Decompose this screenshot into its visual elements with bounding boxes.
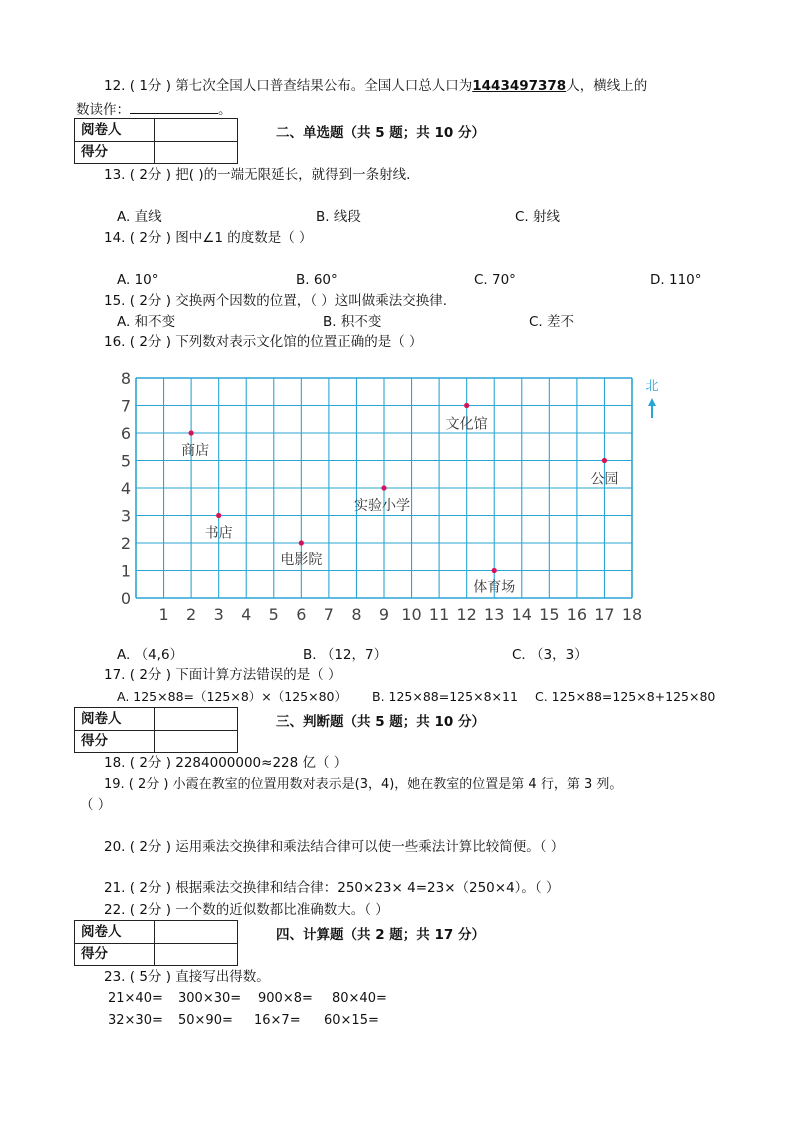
north-label: 北 (645, 379, 659, 394)
q12-prefix: 12. ( 1分 ) 第七次全国人口普查结果公布。全国人口总人口为 (104, 78, 473, 94)
section-2-title: 二、单选题（共 5 题；共 10 分） (276, 125, 485, 141)
q20: 20. ( 2分 ) 运用乘法交换律和乘法结合律可以使一些乘法计算比较简便。（ ） (104, 839, 565, 855)
q16-option-a[interactable]: A. （4,6） (117, 647, 184, 663)
q17-option-a[interactable]: A. 125×88=（125×8）×（125×80） (117, 689, 347, 704)
x-tick-label: 18 (621, 605, 643, 624)
q22: 22. ( 2分 ) 一个数的近似数都比准确数大。（ ） (104, 902, 389, 918)
point-marker (189, 430, 194, 435)
x-tick-label: 11 (428, 605, 450, 624)
y-tick-label: 7 (120, 396, 132, 416)
point-marker (602, 458, 607, 463)
q16-option-b[interactable]: B. （12，7） (303, 647, 388, 663)
y-tick-label: 5 (120, 451, 132, 471)
q14-option-d[interactable]: D. 110° (650, 272, 702, 288)
q13-option-a[interactable]: A. 直线 (117, 209, 162, 225)
x-tick-label: 2 (186, 605, 197, 624)
x-tick-label: 8 (351, 605, 362, 624)
point-marker (216, 513, 221, 518)
point-marker (464, 403, 469, 408)
x-tick-label: 14 (511, 605, 532, 624)
score-box-1 (74, 118, 238, 164)
q23-stem: 23. ( 5分 ) 直接写出得数。 (104, 969, 270, 985)
score-label: 得分 (75, 943, 155, 965)
q15-option-a[interactable]: A. 和不变 (117, 314, 176, 330)
q19-line1: 19. ( 2分 ) 小霞在教室的位置用数对表示是(3，4)，她在教室的位置是第 4 行，第 3 列。 (104, 777, 623, 792)
x-tick-label: 12 (456, 605, 477, 624)
y-tick-label: 8 (120, 369, 132, 388)
q12-answer-blank[interactable] (130, 99, 218, 114)
point-marker (299, 540, 304, 545)
x-tick-label: 16 (566, 605, 588, 624)
q15-stem: 15. ( 2分 ) 交换两个因数的位置，（ ）这叫做乘法交换律. (104, 293, 448, 309)
q18: 18. ( 2分 ) 2284000000≈228 亿（ ） (104, 755, 348, 771)
q23-row1-item3: 900×8= (258, 991, 313, 1006)
q13-option-c[interactable]: C. 射线 (515, 209, 561, 225)
q23-row2-item1: 32×30= (108, 1013, 163, 1028)
point-label: 书店 (204, 525, 233, 542)
score-label: 得分 (75, 730, 155, 752)
q17-stem: 17. ( 2分 ) 下面计算方法错误的是（ ） (104, 667, 342, 683)
q23-row2-item3: 16×7= (254, 1013, 301, 1028)
x-tick-label: 17 (594, 605, 615, 624)
q17-option-c[interactable]: C. 125×88=125×8+125×80 (535, 689, 716, 704)
point-label: 实验小学 (354, 498, 410, 514)
scorer-label: 阅卷人 (75, 708, 155, 730)
section-4-title: 四、计算题（共 2 题；共 17 分） (276, 927, 485, 943)
q12-line2a: 数读作： (76, 102, 130, 118)
q23-row1-item1: 21×40= (108, 991, 163, 1006)
y-tick-label: 6 (120, 424, 132, 443)
point-label: 文化馆 (445, 416, 488, 433)
point-label: 公园 (590, 471, 619, 488)
y-tick-label: 4 (120, 479, 132, 498)
q12-line1 (104, 77, 647, 95)
score-label: 得分 (75, 141, 155, 163)
q15-option-c[interactable]: C. 差不 (529, 314, 575, 330)
scorer-label: 阅卷人 (75, 921, 155, 943)
q16-stem: 16. ( 2分 ) 下列数对表示文化馆的位置正确的是（ ） (104, 334, 423, 350)
x-tick-label: 1 (158, 605, 169, 624)
scorer-label: 阅卷人 (75, 119, 155, 141)
q13-stem: 13. ( 2分 ) 把( )的一端无限延长，就得到一条射线. (104, 167, 411, 183)
x-tick-label: 10 (401, 605, 422, 624)
x-tick-label: 6 (296, 605, 307, 624)
score-box-2 (74, 707, 238, 753)
q12-line2b: 。 (218, 102, 232, 118)
q12-suffix: 人，横线上的 (566, 78, 648, 94)
x-tick-label: 9 (378, 605, 390, 624)
section-3-title: 三、判断题（共 5 题；共 10 分） (276, 714, 485, 730)
q23-row2-item4: 60×15= (324, 1013, 379, 1028)
q21: 21. ( 2分 ) 根据乘法交换律和结合律：250×23× 4=23×（250×4）。（ ） (104, 880, 560, 896)
x-tick-label: 15 (539, 605, 560, 624)
q19-line2: （ ） (80, 797, 112, 813)
x-tick-label: 13 (484, 605, 505, 624)
q16-option-c[interactable]: C. （3，3） (512, 647, 588, 663)
x-tick-label: 7 (323, 605, 334, 624)
north-arrowhead-icon (648, 398, 656, 406)
q12-number: 1443497378 (472, 78, 567, 94)
y-tick-label: 2 (120, 534, 132, 553)
q23-row1-item4: 80×40= (332, 991, 387, 1006)
point-label: 体育场 (473, 579, 516, 596)
q23-row1-item2: 300×30= (178, 991, 242, 1006)
x-tick-label: 5 (268, 605, 279, 624)
q12-line2 (76, 99, 232, 119)
coordinate-grid-chart (0, 360, 794, 630)
q14-option-b[interactable]: B. 60° (296, 272, 338, 288)
point-marker (492, 568, 497, 573)
q23-row2-item2: 50×90= (178, 1013, 233, 1028)
x-tick-label: 4 (241, 605, 252, 624)
q15-option-b[interactable]: B. 积不变 (323, 314, 382, 330)
point-marker (381, 485, 386, 490)
x-tick-label: 3 (213, 605, 224, 624)
score-box-3 (74, 920, 238, 966)
q14-option-a[interactable]: A. 10° (117, 272, 159, 288)
y-tick-label: 3 (120, 506, 132, 526)
q13-option-b[interactable]: B. 线段 (316, 209, 361, 225)
q14-stem: 14. ( 2分 ) 图中∠1 的度数是（ ） (104, 230, 313, 246)
point-label: 商店 (181, 443, 210, 459)
q17-option-b[interactable]: B. 125×88=125×8×11 (372, 689, 518, 704)
point-label: 电影院 (280, 552, 323, 568)
y-tick-label: 1 (120, 561, 132, 581)
y-tick-label: 0 (120, 589, 132, 608)
q14-option-c[interactable]: C. 70° (474, 272, 516, 288)
